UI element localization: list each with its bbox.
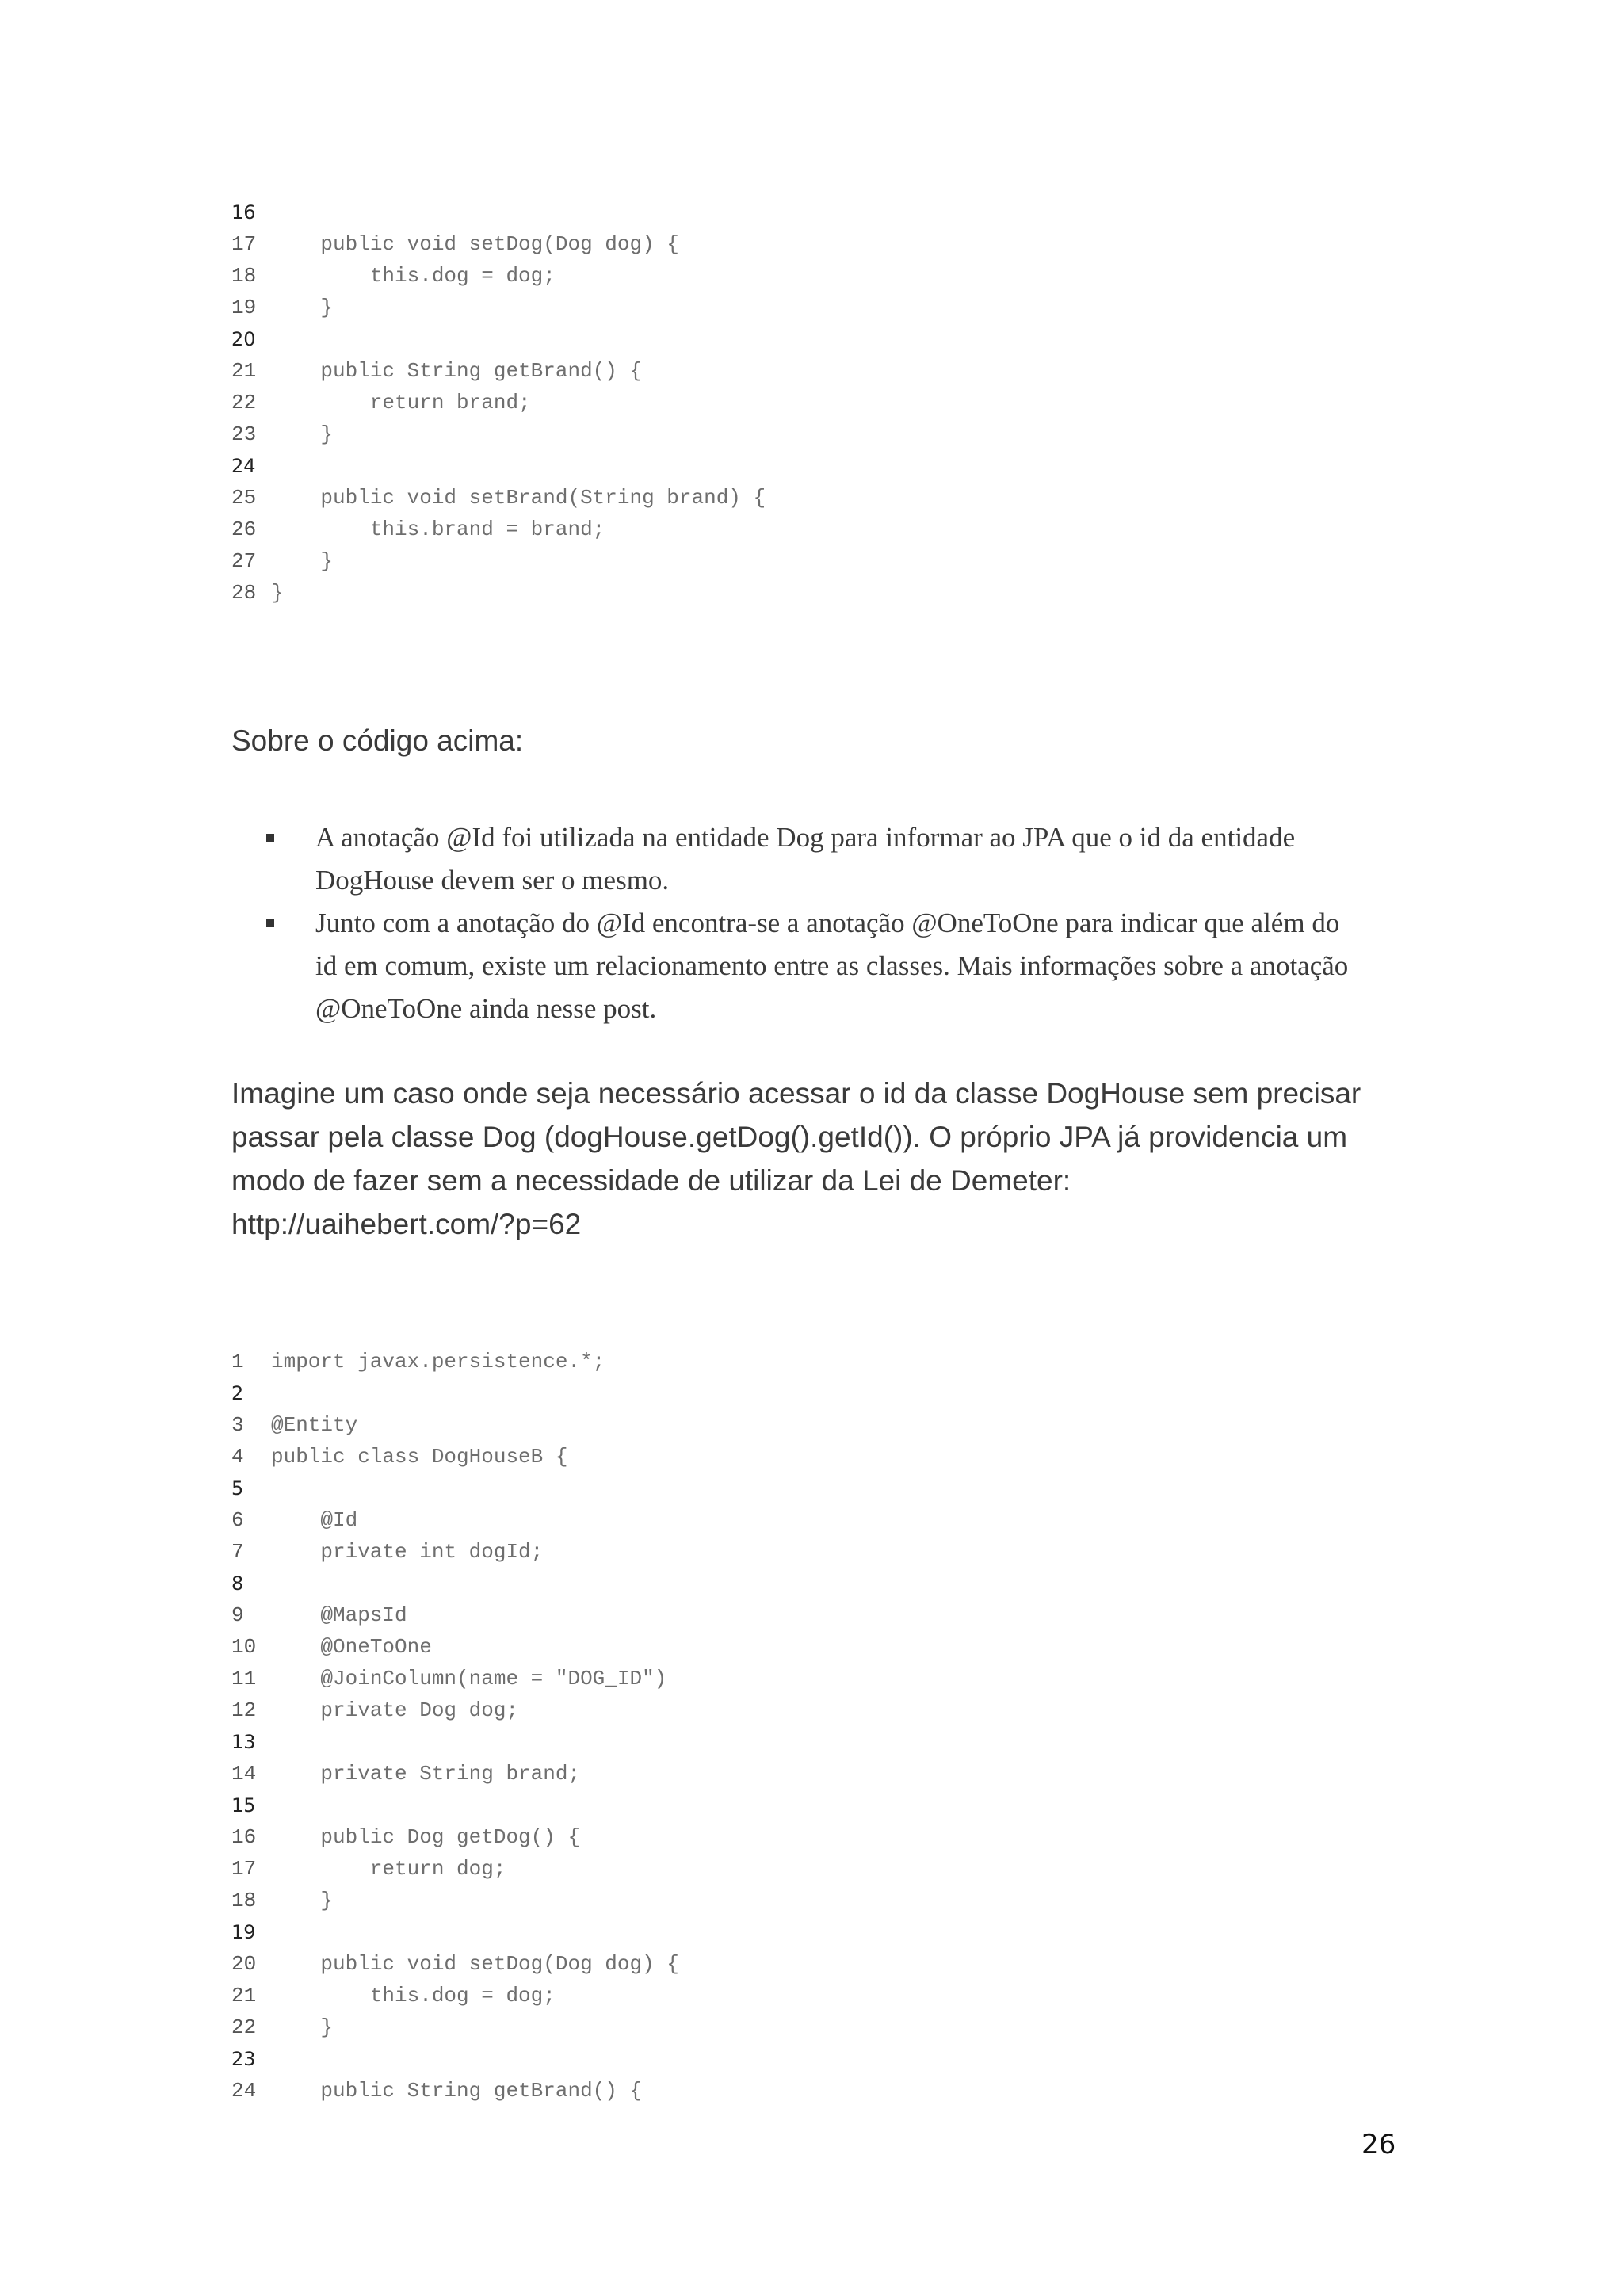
code-line [231,1758,1420,1790]
code-line [231,418,1420,450]
code-text: } [271,296,334,319]
line-number: 24 [231,2079,257,2103]
code-text: public void setBrand(String brand) { [271,486,766,510]
code-text: public String getBrand() { [271,359,643,383]
section-heading: Sobre o código acima: [231,724,524,757]
code-text: } [271,549,334,573]
code-line [231,2043,1420,2075]
line-number: 19 [231,296,257,319]
line-number: 3 [231,1413,244,1437]
line-number: 2 [231,1382,244,1404]
code-line [231,1346,1420,1377]
line-number: 23 [231,422,257,446]
code-text: public String getBrand() { [271,2079,643,2103]
bullet-text-line: A anotação @Id foi utilizada na entidade Dog para informar ao JPA que o id da entidade [315,822,1296,853]
line-number: 13 [231,1731,256,1753]
code-line [231,1821,1420,1853]
line-number: 21 [231,1984,257,2008]
line-number: 16 [231,1825,257,1849]
code-line [231,323,1420,355]
code-text: this.brand = brand; [271,518,605,541]
code-line [231,1599,1420,1631]
code-text: private String brand; [271,1762,581,1786]
code-text: private int dogId; [271,1540,544,1564]
bullet-text-line: Junto com a anotação do @Id encontra-se a anotação @OneToOne para indicar que além do [315,907,1340,938]
code-text: } [271,1889,334,1912]
line-number: 22 [231,391,257,415]
line-number: 15 [231,1794,256,1817]
line-number: 5 [231,1477,244,1499]
code-text: private Dog dog; [271,1698,519,1722]
code-line [231,260,1420,292]
code-text: @Entity [271,1413,358,1437]
paragraph-line: http://uaihebert.com/?p=62 [231,1208,582,1240]
line-number: 20 [231,1952,257,1976]
code-text: this.dog = dog; [271,1984,556,2008]
code-line [231,355,1420,387]
code-line [231,1663,1420,1694]
code-line [231,1885,1420,1916]
line-number: 12 [231,1698,257,1722]
code-text: import javax.persistence.*; [271,1350,605,1373]
line-number: 21 [231,359,257,383]
code-line [231,1631,1420,1663]
bullet-text-line: id em comum, existe um relacionamento entre as classes. Mais informações sobre a anotação [315,950,1349,981]
code-line [231,1916,1420,1948]
line-number: 16 [231,201,256,223]
bullet-item [262,902,1419,1030]
line-number: 10 [231,1635,257,1659]
code-line [231,2011,1420,2043]
code-line [231,1948,1420,1980]
code-line [231,514,1420,545]
code-line [231,450,1420,482]
code-text: @MapsId [271,1603,407,1627]
code-text: return dog; [271,1857,506,1881]
line-number: 19 [231,1921,256,1943]
code-line [231,197,1420,228]
line-number: 6 [231,1508,244,1532]
paragraph-line: Imagine um caso onde seja necessário acessar o id da classe DogHouse sem precisar [231,1077,1361,1110]
code-line [231,1441,1420,1473]
line-number: 8 [231,1572,244,1595]
code-line [231,228,1420,260]
code-line [231,1568,1420,1599]
line-number: 20 [231,328,256,350]
paragraph-line: passar pela classe Dog (dogHouse.getDog().getId()). O próprio JPA já providencia um [231,1121,1348,1153]
line-number: 7 [231,1540,244,1564]
line-number: 11 [231,1667,257,1690]
line-number: 28 [231,581,257,605]
code-line [231,577,1420,609]
line-number: 26 [231,518,257,541]
code-text: public Dog getDog() { [271,1825,581,1849]
bullet-item [262,816,1419,902]
code-block-top [231,197,1420,609]
line-number: 17 [231,1857,257,1881]
page-number: 26 [1361,2129,1396,2160]
code-text: this.dog = dog; [271,264,556,288]
code-line [231,482,1420,514]
line-number: 27 [231,549,257,573]
code-text: public class DogHouseB { [271,1445,568,1469]
line-number: 18 [231,264,257,288]
bullet-text-line: @OneToOne ainda nesse post. [315,993,657,1024]
line-number: 22 [231,2015,257,2039]
line-number: 9 [231,1603,244,1627]
line-number: 17 [231,232,257,256]
code-text: public void setDog(Dog dog) { [271,1952,679,1976]
bullet-text-line: DogHouse devem ser o mesmo. [315,865,670,896]
code-block-bottom [231,1346,1420,2107]
line-number: 23 [231,2048,256,2070]
code-text: @OneToOne [271,1635,432,1659]
square-bullet-icon [266,834,274,842]
line-number: 1 [231,1350,244,1373]
code-line [231,1536,1420,1568]
line-number: 14 [231,1762,257,1786]
code-line [231,2075,1420,2107]
code-line [231,1504,1420,1536]
line-number: 24 [231,455,256,477]
code-text: @JoinColumn(name = "DOG_ID") [271,1667,667,1690]
line-number: 25 [231,486,257,510]
square-bullet-icon [266,919,274,927]
code-line [231,1694,1420,1726]
code-line [231,1853,1420,1885]
code-line [231,545,1420,577]
line-number: 4 [231,1445,244,1469]
paragraph-line: modo de fazer sem a necessidade de utilizar da Lei de Demeter: [231,1164,1071,1197]
code-line [231,1980,1420,2011]
code-text: return brand; [271,391,531,415]
code-line [231,1377,1420,1409]
code-line [231,292,1420,323]
code-line [231,1409,1420,1441]
code-text: public void setDog(Dog dog) { [271,232,679,256]
bullet-list [262,816,1419,1030]
code-text: } [271,581,284,605]
code-line [231,1726,1420,1758]
code-text: } [271,2015,334,2039]
paragraph [231,1072,1404,1246]
code-line [231,387,1420,418]
code-text: @Id [271,1508,358,1532]
line-number: 18 [231,1889,257,1912]
code-line [231,1473,1420,1504]
code-text: } [271,422,334,446]
code-line [231,1790,1420,1821]
